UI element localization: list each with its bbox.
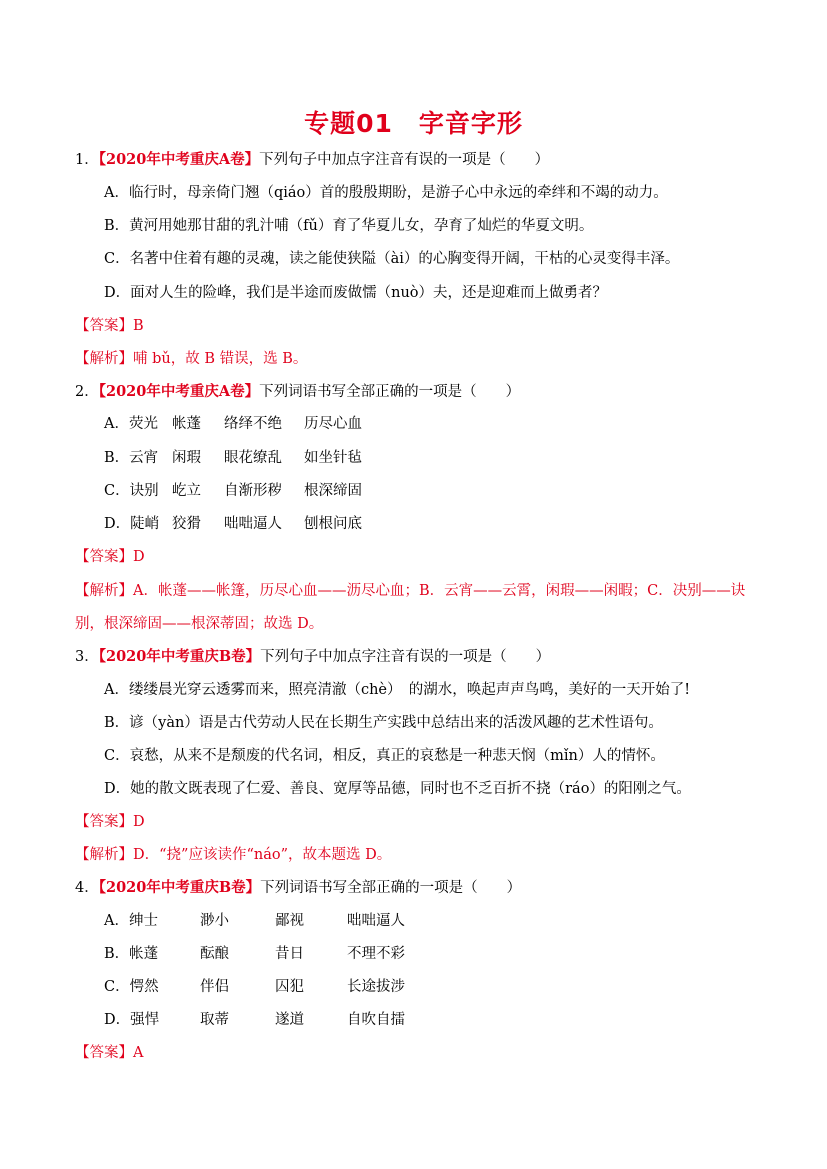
question-source: 【2020年中考重庆B卷】: [98, 879, 261, 896]
word: A．荧光: [104, 416, 158, 432]
option-a: A．临行时，母亲倚门翘（qiáo）首的殷殷期盼，是游子心中永远的牵绊和不竭的动力。: [104, 185, 668, 201]
option-c: [104, 977, 405, 997]
option-b: [104, 944, 405, 964]
question-text: 下列句子中加点字注音有误的一项是（ ）: [259, 152, 550, 168]
question-3-stem: [75, 647, 550, 667]
answer-value: B: [133, 318, 144, 334]
option-d: [104, 514, 362, 534]
option-b: B．谚（yàn）语是古代劳动人民在长期生产实践中总结出来的活泼风趣的艺术性语句。: [104, 715, 663, 731]
explanation: [75, 845, 391, 865]
explanation: [75, 349, 307, 369]
word: 长途拔涉: [347, 979, 405, 995]
word: B．云宵: [104, 450, 159, 466]
question-number: 4．: [75, 880, 99, 896]
word: A．绅士: [104, 913, 158, 929]
option-c: C．名著中住着有趣的灵魂，读之能使狭隘（ài）的心胸变得开阔，干枯的心灵变得丰泽。: [104, 251, 680, 267]
word: 眼花缭乱: [224, 450, 282, 466]
word: 狡猾: [172, 516, 201, 532]
explanation-tag: 【解析】: [75, 847, 133, 863]
word: 咄咄逼人: [224, 516, 282, 532]
word: 帐蓬: [172, 416, 201, 432]
option-d: D．她的散文既表现了仁爱、善良、宽厚等品德，同时也不乏百折不挠（ráo）的阳刚之气。: [104, 781, 691, 797]
word: D．陡峭: [104, 516, 160, 532]
word: 根深缔固: [304, 483, 362, 499]
word: 不理不彩: [347, 946, 405, 962]
answer: [75, 316, 144, 336]
word: 咄咄逼人: [347, 913, 405, 929]
option-a: A．缕缕晨光穿云透雾而来，照亮清澈（chè） 的湖水，唤起声声鸟鸣，美好的一天开始了!: [104, 682, 691, 698]
question-number: 1．: [75, 152, 99, 168]
word: 络绎不绝: [224, 416, 282, 432]
word: 取蒂: [200, 1012, 229, 1028]
explanation-text: D．“挠”应该读作“náo”，故本题选 D。: [133, 847, 392, 863]
option-a: [104, 414, 362, 434]
word: D．强悍: [104, 1012, 160, 1028]
answer-tag: 【答案】: [75, 814, 133, 830]
question-number: 3．: [75, 649, 99, 665]
question-4-stem: [75, 878, 521, 898]
word: C．诀别: [104, 483, 159, 499]
word: 酝酿: [200, 946, 229, 962]
question-2-stem: [75, 382, 520, 402]
word: 历尽心血: [304, 416, 362, 432]
word: 渺小: [200, 913, 229, 929]
word: 囚犯: [275, 979, 304, 995]
question-text: 下列句子中加点字注音有误的一项是（ ）: [260, 649, 551, 665]
explanation-tag: 【解析】: [75, 351, 133, 367]
option-c: C．哀愁，从来不是颓废的代名词，相反，真正的哀愁是一种悲天悯（mǐn）人的情怀。: [104, 748, 665, 764]
explanation-text: 哺 bǔ，故 B 错误，选 B。: [133, 351, 308, 367]
answer: [75, 812, 145, 832]
word: 屹立: [172, 483, 201, 499]
option-c: [104, 481, 362, 501]
word: B．帐蓬: [104, 946, 159, 962]
page-title: 专题01 字音字形: [304, 109, 523, 138]
word: 刨根问底: [304, 516, 362, 532]
question-1-stem: [75, 150, 549, 170]
answer: [75, 1043, 143, 1063]
question-source: 【2020年中考重庆A卷】: [98, 151, 260, 168]
option-d: [104, 1010, 405, 1030]
option-b: [104, 448, 362, 468]
explanation: [75, 581, 745, 601]
answer-value: D: [133, 814, 145, 830]
answer-tag: 【答案】: [75, 1045, 133, 1061]
word: 如坐针毡: [304, 450, 362, 466]
question-number: 2．: [75, 384, 99, 400]
answer: [75, 547, 145, 567]
word: 自吹自擂: [347, 1012, 405, 1028]
word: 闲瑕: [172, 450, 201, 466]
word: 遂道: [275, 1012, 304, 1028]
option-b: B．黄河用她那甘甜的乳汁哺（fǔ）育了华夏儿女，孕育了灿烂的华夏文明。: [104, 218, 594, 234]
question-text: 下列词语书写全部正确的一项是（ ）: [259, 384, 521, 400]
word: 昔日: [275, 946, 304, 962]
answer-tag: 【答案】: [75, 318, 133, 334]
question-source: 【2020年中考重庆A卷】: [98, 383, 260, 400]
option-a: [104, 911, 405, 931]
word: C．愕然: [104, 979, 159, 995]
word: 自渐形秽: [224, 483, 282, 499]
word: 鄙视: [275, 913, 304, 929]
question-source: 【2020年中考重庆B卷】: [98, 648, 261, 665]
question-text: 下列词语书写全部正确的一项是（ ）: [260, 880, 522, 896]
answer-tag: 【答案】: [75, 549, 133, 565]
explanation-continued: 别，根深缔固——根深蒂固；故选 D。: [75, 616, 324, 632]
option-d: D．面对人生的险峰，我们是半途而废做懦（nuò）夫，还是迎难而上做勇者？: [104, 285, 608, 301]
explanation-tag: 【解析】: [75, 583, 133, 599]
explanation-text: A．帐蓬——帐篷，历尽心血——沥尽心血；B．云宵——云霄，闲瑕——闲暇；C．决别——诀: [133, 583, 746, 599]
word: 伴侣: [200, 979, 229, 995]
answer-value: D: [133, 549, 145, 565]
answer-value: A: [133, 1045, 144, 1061]
